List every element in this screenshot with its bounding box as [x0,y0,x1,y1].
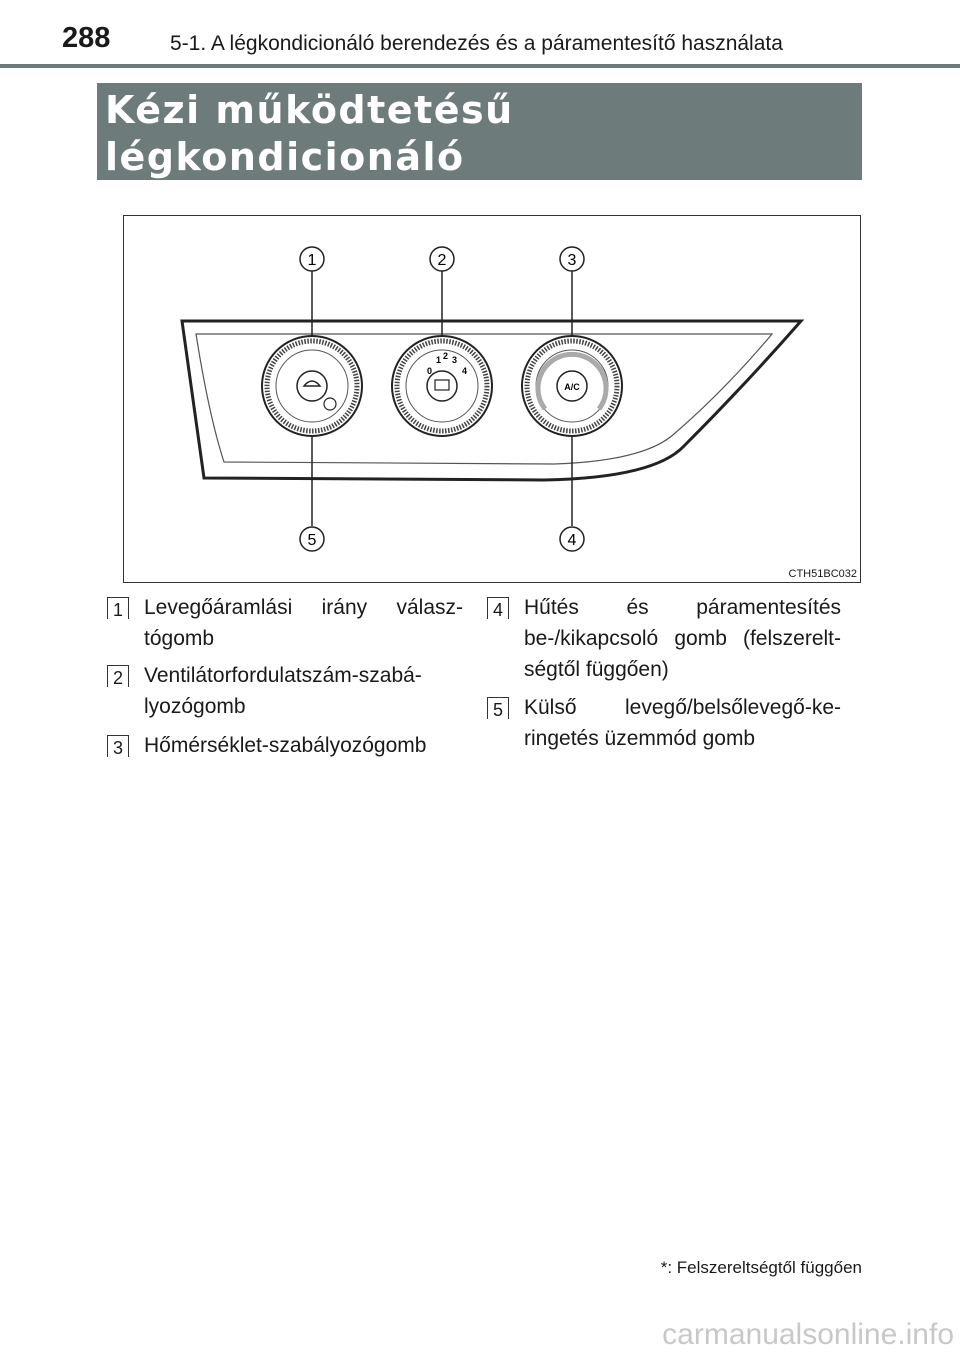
legend-number: 3 [107,735,129,757]
banner-title-line1: Kézi működtetésű légkondicionáló [105,88,514,179]
ac-button-label: A/C [564,382,580,392]
title-banner [97,83,862,234]
fan-speed-label-2: 2 [443,351,449,361]
page-number: 288 [62,22,111,54]
legend-text: Hűtés és páramentesítés be-/kikapcsoló gomb (felszerelt-ségtől függően) [524,596,841,681]
svg-text:4: 4 [567,532,577,549]
svg-text:3: 3 [567,252,577,269]
legend-text: Külső levegő/belsőlevegő-ke-ringetés üzemmód gomb [524,696,841,750]
callout-3 [560,247,584,271]
section-title: 5-1. A légkondicionáló berendezés és a páramentesítő használata [170,32,783,55]
fan-speed-label-1: 1 [436,355,442,365]
banner-title [105,87,862,236]
fan-speed-label-4: 4 [462,366,468,376]
header-rule [0,64,960,68]
airflow-selector-dial[interactable] [262,336,362,436]
control-panel-figure [123,215,861,583]
asterisk-mark: * [368,186,381,211]
fan-speed-label-0: 0 [427,366,433,376]
watermark: carmanualsonline.info [662,1318,954,1351]
legend-number: 1 [107,597,129,619]
callout-1 [300,247,324,271]
control-panel-illustration [124,216,862,584]
svg-text:2: 2 [437,252,447,269]
legend-number: 5 [487,697,509,719]
fan-speed-dial[interactable] [392,336,492,436]
legend-text: Levegőáramlási irány válasz-tógomb [144,596,463,650]
temperature-dial[interactable] [522,336,622,436]
banner-title-line2: berendezés [105,189,369,234]
legend-number: 2 [107,665,129,687]
callout-2 [430,247,454,271]
callout-4 [560,527,584,551]
svg-text:1: 1 [307,252,317,269]
legend-text: Ventilátorfordulatszám-szabá-lyozógomb [144,664,422,718]
svg-text:5: 5 [307,532,317,549]
legend-text: Hőmérséklet-szabályozógomb [144,734,427,757]
fan-speed-label-3: 3 [452,355,458,365]
footnote: *: Felszereltségtől függően [660,1258,862,1277]
legend-number: 4 [487,597,509,619]
callout-5 [300,527,324,551]
figure-code: CTH51BC032 [788,568,857,580]
